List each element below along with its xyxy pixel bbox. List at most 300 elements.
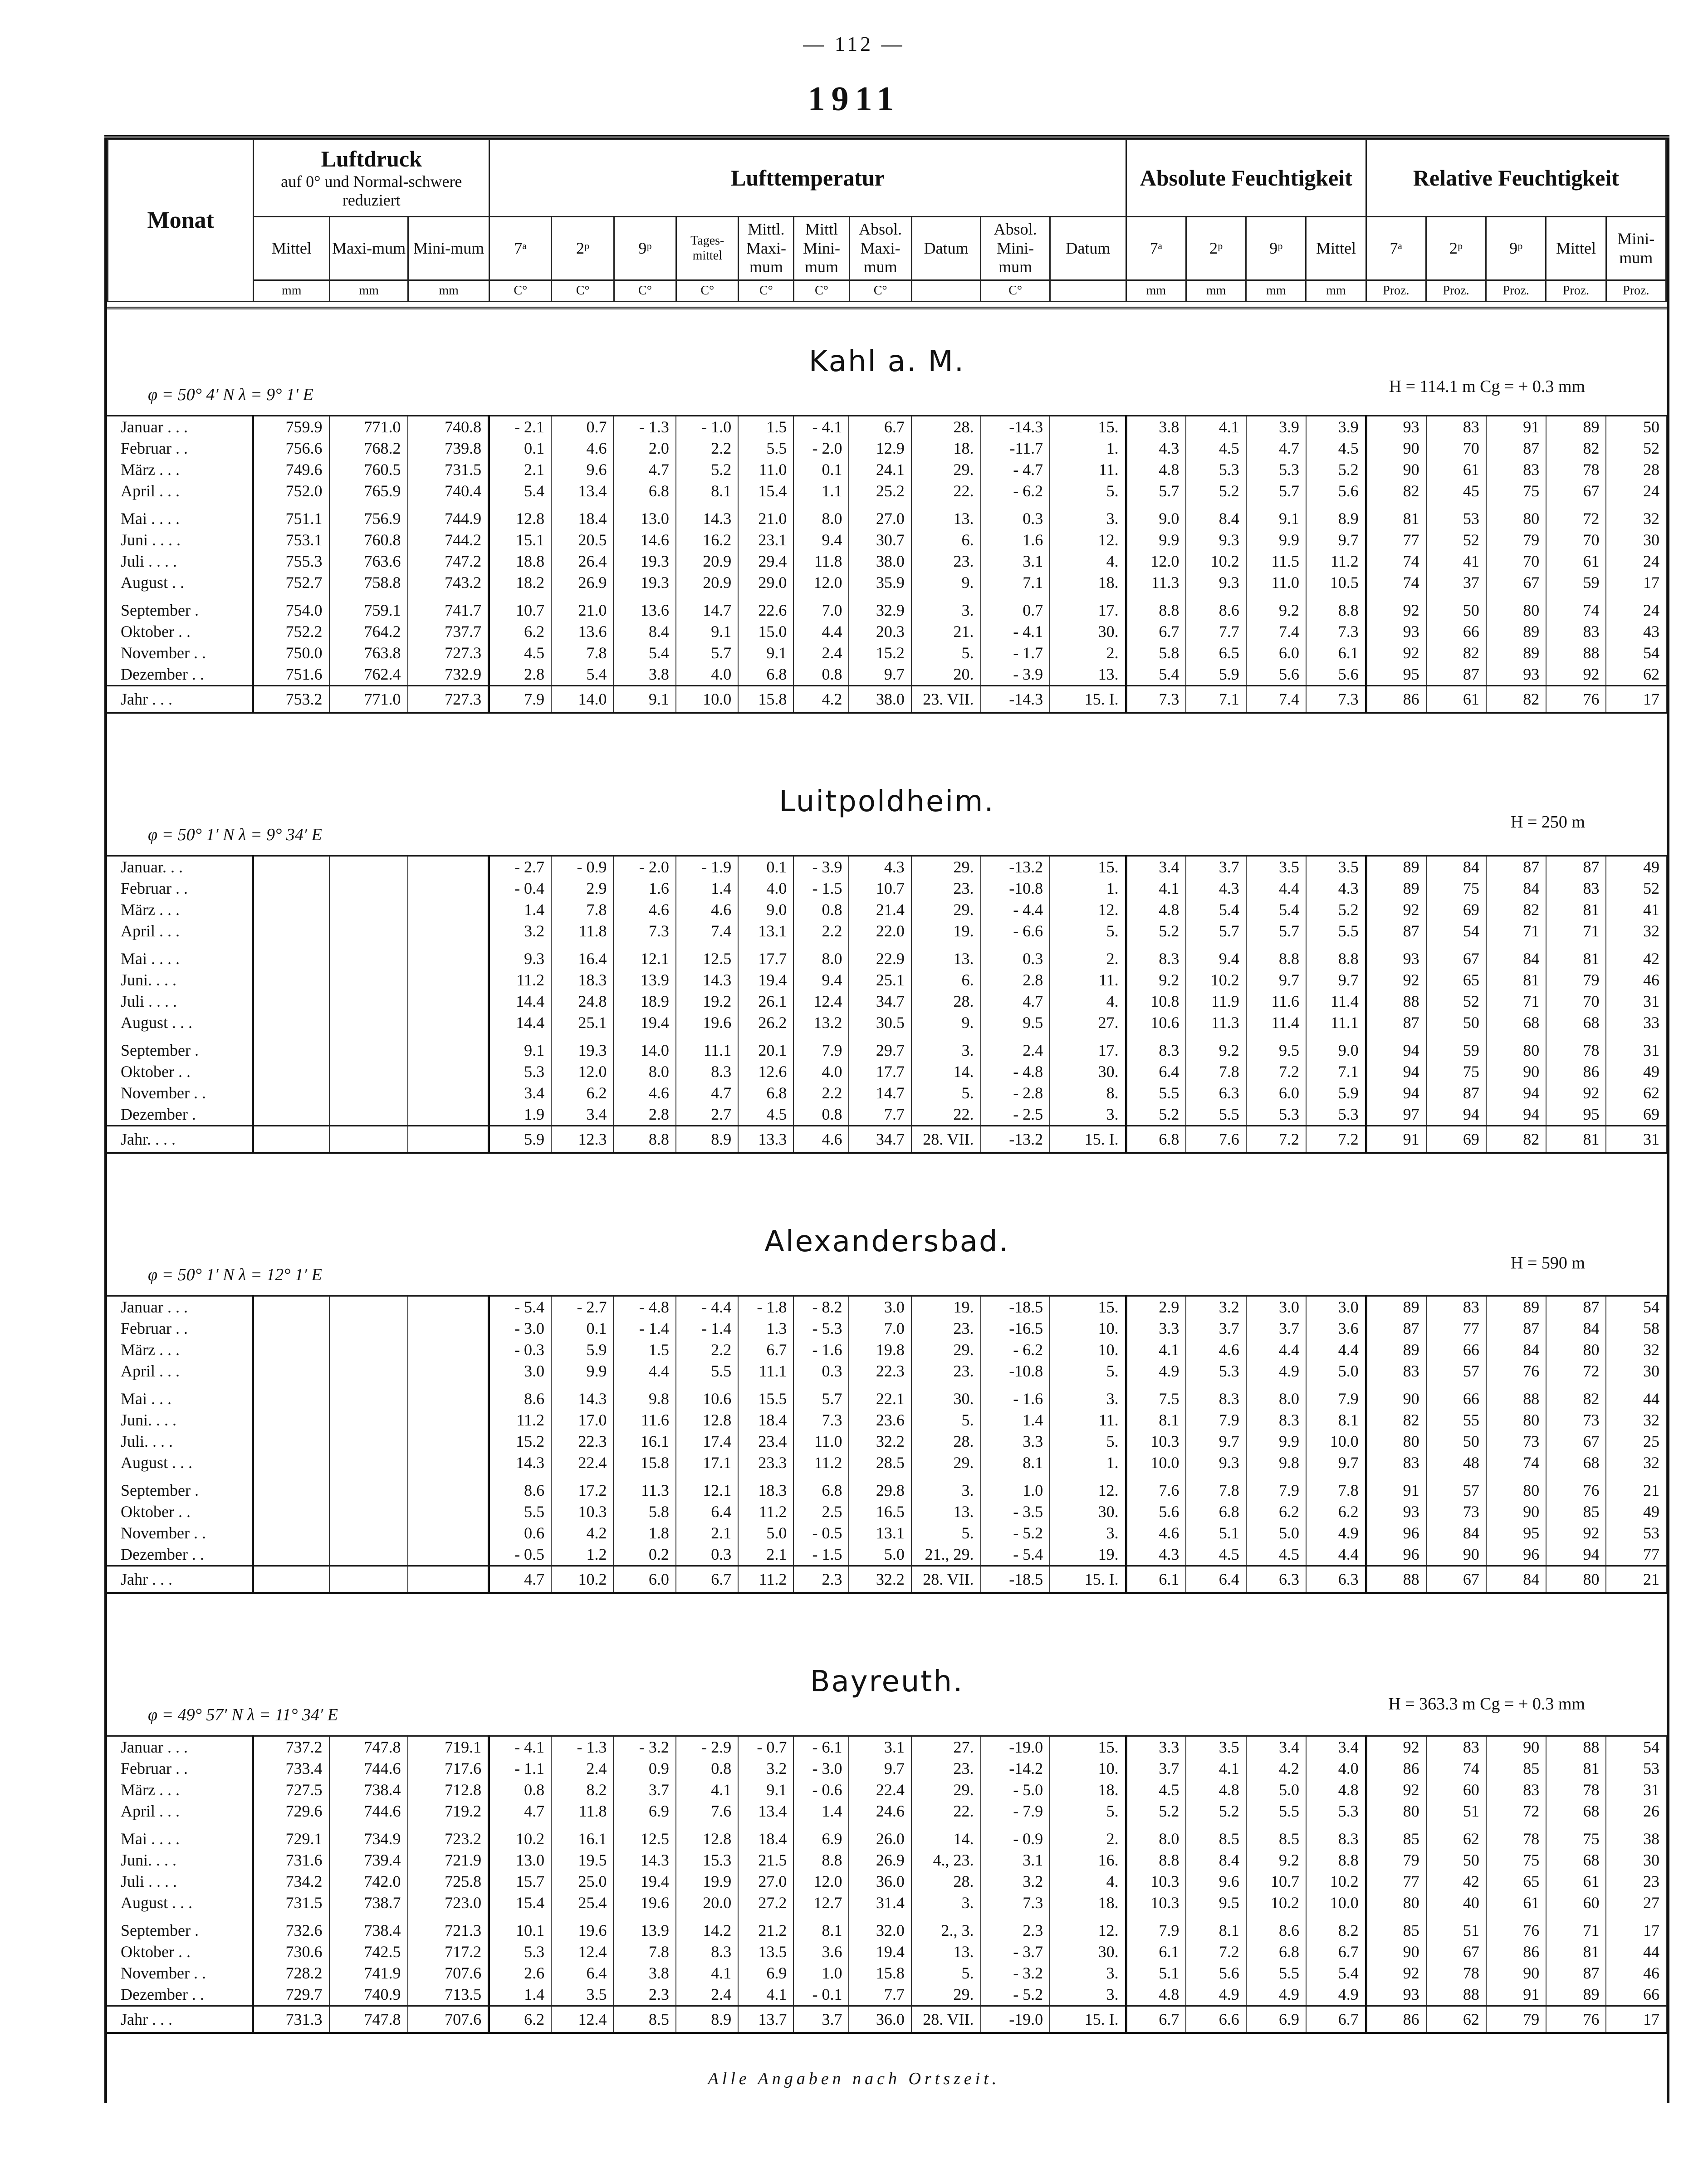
data-cell: 19.4 xyxy=(613,1012,675,1033)
data-cell: 7.0 xyxy=(849,1318,911,1339)
data-cell: 29.0 xyxy=(738,572,793,593)
data-cell: 89 xyxy=(1486,1296,1546,1318)
data-cell: 13. xyxy=(1050,664,1126,686)
data-cell: 10.0 xyxy=(676,686,738,713)
data-cell: 19.9 xyxy=(676,1871,738,1892)
data-cell: 53 xyxy=(1606,1758,1666,1779)
data-cell: 5. xyxy=(1050,1361,1126,1382)
data-cell: 5.9 xyxy=(1306,1082,1366,1104)
data-cell xyxy=(408,1452,489,1474)
data-cell: 7.7 xyxy=(849,1104,911,1126)
data-cell: 0.9 xyxy=(613,1758,675,1779)
data-cell: 22.9 xyxy=(849,942,911,969)
data-cell xyxy=(253,942,329,969)
data-cell: 23. xyxy=(911,551,981,572)
data-cell: 15.4 xyxy=(738,480,793,502)
data-cell: 46 xyxy=(1606,1963,1666,1984)
data-cell: 11.3 xyxy=(1186,1012,1246,1033)
data-cell: 7.9 xyxy=(489,686,551,713)
data-cell: - 0.9 xyxy=(981,1822,1050,1850)
month-row xyxy=(107,878,1666,899)
data-cell: 68 xyxy=(1546,1801,1606,1822)
data-cell: 1.2 xyxy=(551,1544,613,1566)
data-cell: 6.7 xyxy=(676,1566,738,1593)
data-cell: 93 xyxy=(1366,1984,1426,2006)
data-cell: 3.3 xyxy=(1126,1736,1186,1758)
month-label: April . . . xyxy=(107,1361,253,1382)
data-cell xyxy=(253,1431,329,1452)
data-cell: 17. xyxy=(1050,1033,1126,1061)
data-cell: 25.2 xyxy=(849,480,911,502)
data-cell: 73 xyxy=(1426,1501,1486,1523)
data-cell xyxy=(408,1523,489,1544)
data-cell: 95 xyxy=(1546,1104,1606,1126)
month-label: März . . . xyxy=(107,459,253,480)
data-cell: 87 xyxy=(1366,921,1426,942)
data-cell: 5. xyxy=(1050,921,1126,942)
data-cell: 26 xyxy=(1606,1801,1666,1822)
data-cell: 42 xyxy=(1606,942,1666,969)
data-cell: 23. xyxy=(911,1361,981,1382)
data-cell: - 1.7 xyxy=(981,642,1050,664)
data-cell: 754.0 xyxy=(253,593,329,621)
data-cell: 22.0 xyxy=(849,921,911,942)
month-row xyxy=(107,1801,1666,1822)
data-cell xyxy=(329,1544,408,1566)
data-cell: 8.8 xyxy=(613,1126,675,1153)
data-cell: 9.5 xyxy=(981,1012,1050,1033)
data-cell: - 1.8 xyxy=(738,1296,793,1318)
unit-label: mm xyxy=(1246,280,1306,302)
data-cell xyxy=(408,1501,489,1523)
data-cell: 4.1 xyxy=(676,1963,738,1984)
data-cell: 7.8 xyxy=(551,642,613,664)
data-cell: 13.0 xyxy=(489,1850,551,1871)
data-cell: 18.2 xyxy=(489,572,551,593)
data-cell: 25 xyxy=(1606,1431,1666,1452)
data-cell: 21 xyxy=(1606,1566,1666,1593)
data-cell: 5.3 xyxy=(1306,1801,1366,1822)
month-row xyxy=(107,438,1666,459)
data-cell: 4.2 xyxy=(793,686,849,713)
data-cell: 29.8 xyxy=(849,1474,911,1501)
data-cell: 751.1 xyxy=(253,502,329,529)
month-label: November . . xyxy=(107,1963,253,1984)
data-cell: 0.7 xyxy=(981,593,1050,621)
data-cell: 4.4 xyxy=(793,621,849,642)
data-cell: 9.7 xyxy=(849,664,911,686)
data-cell: 5. xyxy=(911,1082,981,1104)
data-cell: 7.9 xyxy=(1246,1474,1306,1501)
data-cell xyxy=(329,1104,408,1126)
data-cell: 87 xyxy=(1486,856,1546,878)
data-cell: 8.5 xyxy=(1186,1822,1246,1850)
data-cell: 731.5 xyxy=(253,1892,329,1914)
data-cell: - 4.4 xyxy=(981,899,1050,921)
data-cell: 0.1 xyxy=(738,856,793,878)
data-cell: 5.2 xyxy=(1306,459,1366,480)
data-cell: 86 xyxy=(1486,1941,1546,1963)
station-title: Luitpoldheim. xyxy=(779,785,995,818)
data-cell: 75 xyxy=(1426,1061,1486,1082)
data-cell: 2.0 xyxy=(613,438,675,459)
data-cell: 4.3 xyxy=(1126,1544,1186,1566)
data-cell: 740.4 xyxy=(408,480,489,502)
month-label: Mai . . . xyxy=(107,1382,253,1410)
data-cell: 73 xyxy=(1486,1431,1546,1452)
data-cell: 14. xyxy=(911,1822,981,1850)
data-cell: 68 xyxy=(1546,1452,1606,1474)
data-cell: 5.6 xyxy=(1306,480,1366,502)
data-cell xyxy=(329,1318,408,1339)
data-cell: 10.3 xyxy=(1126,1871,1186,1892)
data-cell: -14.3 xyxy=(981,686,1050,713)
data-cell: 84 xyxy=(1426,1523,1486,1544)
data-cell: 38.0 xyxy=(849,551,911,572)
data-cell: - 1.5 xyxy=(793,1544,849,1566)
month-label: März . . . xyxy=(107,899,253,921)
data-cell: 0.1 xyxy=(793,459,849,480)
station-coords: φ = 50° 4′ N λ = 9° 1′ E xyxy=(148,385,313,404)
data-cell: 5.7 xyxy=(1246,480,1306,502)
data-cell: 97 xyxy=(1366,1104,1426,1126)
data-cell: 8.2 xyxy=(1306,1914,1366,1941)
month-row xyxy=(107,1984,1666,2006)
data-cell: 29. xyxy=(911,1984,981,2006)
month-row xyxy=(107,1410,1666,1431)
data-cell: 741.9 xyxy=(329,1963,408,1984)
data-cell: 91 xyxy=(1366,1474,1426,1501)
data-cell: 62 xyxy=(1426,2006,1486,2033)
data-cell: 15.0 xyxy=(738,621,793,642)
data-cell: 15.8 xyxy=(849,1963,911,1984)
data-cell: 2.2 xyxy=(793,1082,849,1104)
data-cell: 16.4 xyxy=(551,942,613,969)
data-cell: 3.2 xyxy=(981,1871,1050,1892)
data-cell: 42 xyxy=(1426,1871,1486,1892)
header-bottom-rule xyxy=(107,307,1667,309)
data-cell: 78 xyxy=(1546,1033,1606,1061)
data-cell: 20.3 xyxy=(849,621,911,642)
data-cell: 760.8 xyxy=(329,529,408,551)
data-cell: 7.3 xyxy=(1126,686,1186,713)
data-cell: 13.1 xyxy=(849,1523,911,1544)
data-cell: 15. I. xyxy=(1050,686,1126,713)
data-cell: 8.0 xyxy=(613,1061,675,1082)
data-cell: 3.5 xyxy=(1246,856,1306,878)
footnote: Alle Angaben nach Ortszeit. xyxy=(708,2069,1000,2088)
data-cell: 17.7 xyxy=(849,1061,911,1082)
data-cell: 4.6 xyxy=(676,899,738,921)
data-cell: 5.2 xyxy=(676,459,738,480)
data-cell: 0.8 xyxy=(793,1104,849,1126)
data-cell: 3.1 xyxy=(981,551,1050,572)
data-cell: 94 xyxy=(1426,1104,1486,1126)
data-cell: 755.3 xyxy=(253,551,329,572)
data-cell: - 4.8 xyxy=(613,1296,675,1318)
data-cell: 2.3 xyxy=(793,1566,849,1593)
data-cell: 29. xyxy=(911,1779,981,1801)
data-cell: 12. xyxy=(1050,1914,1126,1941)
data-cell: 10.2 xyxy=(1186,969,1246,991)
data-cell: 11. xyxy=(1050,459,1126,480)
data-cell: 10.1 xyxy=(489,1914,551,1941)
data-cell: 4.9 xyxy=(1306,1984,1366,2006)
data-cell: 92 xyxy=(1546,1082,1606,1104)
col-header: 9ᵖ xyxy=(1246,217,1306,280)
data-cell: 5.3 xyxy=(1246,459,1306,480)
data-cell: 6.1 xyxy=(1306,642,1366,664)
data-cell: 15.3 xyxy=(676,1850,738,1871)
unit-label: mm xyxy=(1306,280,1366,302)
data-cell: 721.3 xyxy=(408,1914,489,1941)
data-cell: 77 xyxy=(1606,1544,1666,1566)
data-cell: - 4.8 xyxy=(981,1061,1050,1082)
data-cell: 8.9 xyxy=(1306,502,1366,529)
data-cell: 747.8 xyxy=(329,2006,408,2033)
data-cell: 9.3 xyxy=(489,942,551,969)
data-cell: 61 xyxy=(1546,551,1606,572)
data-cell: 92 xyxy=(1546,1523,1606,1544)
data-cell: 60 xyxy=(1426,1779,1486,1801)
data-cell: 2.4 xyxy=(981,1033,1050,1061)
data-cell: 15.2 xyxy=(489,1431,551,1452)
data-cell xyxy=(329,1296,408,1318)
month-row xyxy=(107,921,1666,942)
data-cell: 0.1 xyxy=(551,1318,613,1339)
data-cell: 2. xyxy=(1050,1822,1126,1850)
data-cell: 740.9 xyxy=(329,1984,408,2006)
data-cell xyxy=(408,942,489,969)
data-cell: 20.5 xyxy=(551,529,613,551)
data-cell: 5. xyxy=(1050,1801,1126,1822)
data-cell: 742.0 xyxy=(329,1871,408,1892)
data-cell: 13.3 xyxy=(738,1126,793,1153)
data-cell: 7.1 xyxy=(1306,1061,1366,1082)
data-cell: 92 xyxy=(1546,664,1606,686)
data-cell: - 2.0 xyxy=(613,856,675,878)
data-cell: 1.0 xyxy=(981,1474,1050,1501)
data-cell: 15. xyxy=(1050,1736,1126,1758)
data-cell: 2., 3. xyxy=(911,1914,981,1941)
data-cell: 22.3 xyxy=(849,1361,911,1382)
data-cell: 10.7 xyxy=(849,878,911,899)
data-cell: 14.2 xyxy=(676,1914,738,1941)
data-cell: 13.9 xyxy=(613,969,675,991)
data-cell: 10.6 xyxy=(1126,1012,1186,1033)
col-header: Maxi-mum xyxy=(330,217,408,280)
data-cell: 59 xyxy=(1426,1033,1486,1061)
data-cell: - 0.9 xyxy=(551,856,613,878)
data-cell: 31 xyxy=(1606,1779,1666,1801)
data-cell: 14.0 xyxy=(551,686,613,713)
data-cell: 17 xyxy=(1606,572,1666,593)
data-cell: 95 xyxy=(1366,664,1426,686)
data-cell: 1.4 xyxy=(793,1801,849,1822)
data-cell: 8.5 xyxy=(613,2006,675,2033)
data-cell: 13.6 xyxy=(551,621,613,642)
data-cell: 11.9 xyxy=(1186,991,1246,1012)
data-cell xyxy=(408,969,489,991)
data-cell: 8.8 xyxy=(1306,942,1366,969)
data-cell: 19.5 xyxy=(551,1850,613,1871)
data-cell: 14.7 xyxy=(849,1082,911,1104)
year-total-row xyxy=(107,686,1666,713)
unit-label: C° xyxy=(552,280,614,302)
data-cell: 52 xyxy=(1426,991,1486,1012)
data-cell: 747.8 xyxy=(329,1736,408,1758)
data-cell: 5.2 xyxy=(1186,480,1246,502)
data-cell: 3.4 xyxy=(1126,856,1186,878)
month-label: September . xyxy=(107,1033,253,1061)
data-cell: 5.2 xyxy=(1186,1801,1246,1822)
data-cell: 4.2 xyxy=(1246,1758,1306,1779)
data-cell: 89 xyxy=(1486,642,1546,664)
data-cell: 7.8 xyxy=(551,899,613,921)
data-cell: 74 xyxy=(1366,551,1426,572)
data-cell: 72 xyxy=(1546,502,1606,529)
data-cell: 3.7 xyxy=(1186,1318,1246,1339)
data-cell: 7.3 xyxy=(1306,686,1366,713)
data-cell: 5. xyxy=(911,642,981,664)
data-cell: 7.6 xyxy=(676,1801,738,1822)
data-cell: 17 xyxy=(1606,686,1666,713)
data-cell: 11.2 xyxy=(489,969,551,991)
data-cell: 16.2 xyxy=(676,529,738,551)
data-cell: 31 xyxy=(1606,1126,1666,1153)
data-cell: 22.4 xyxy=(551,1452,613,1474)
data-cell: 78 xyxy=(1546,459,1606,480)
data-cell: 9.7 xyxy=(1246,969,1306,991)
data-cell: 87 xyxy=(1546,856,1606,878)
data-cell xyxy=(329,1061,408,1082)
data-cell: 4.7 xyxy=(676,1082,738,1104)
data-cell xyxy=(408,856,489,878)
data-cell: 3.0 xyxy=(1306,1296,1366,1318)
month-label: Juli . . . . xyxy=(107,551,253,572)
data-cell: 11.6 xyxy=(613,1410,675,1431)
month-row xyxy=(107,664,1666,686)
data-cell: 4.2 xyxy=(551,1523,613,1544)
data-cell: 34.7 xyxy=(849,1126,911,1153)
data-cell: 87 xyxy=(1486,438,1546,459)
month-row xyxy=(107,991,1666,1012)
data-cell: 30. xyxy=(1050,1061,1126,1082)
data-cell: 4.7 xyxy=(613,459,675,480)
data-cell: 67 xyxy=(1546,1431,1606,1452)
data-cell: 15.7 xyxy=(489,1871,551,1892)
data-cell: 79 xyxy=(1366,1850,1426,1871)
data-cell: 2.8 xyxy=(613,1104,675,1126)
data-cell: 11.8 xyxy=(551,921,613,942)
col-header: Mittl Mini-mum xyxy=(794,217,849,280)
data-cell: 86 xyxy=(1366,2006,1426,2033)
data-cell: 11. xyxy=(1050,969,1126,991)
data-cell: 31 xyxy=(1606,1033,1666,1061)
data-cell: - 0.5 xyxy=(793,1523,849,1544)
data-cell: 7.3 xyxy=(793,1410,849,1431)
data-cell: 7.3 xyxy=(613,921,675,942)
header-col-row xyxy=(108,217,1666,280)
month-row xyxy=(107,593,1666,621)
data-cell: 36.0 xyxy=(849,2006,911,2033)
data-cell: 90 xyxy=(1366,1941,1426,1963)
month-label: Dezember . xyxy=(107,1104,253,1126)
data-cell: 13. xyxy=(911,1941,981,1963)
data-cell: - 4.1 xyxy=(793,416,849,438)
unit-label: C° xyxy=(794,280,849,302)
data-cell: 15. xyxy=(1050,856,1126,878)
data-cell: - 2.7 xyxy=(551,1296,613,1318)
data-cell: 4.9 xyxy=(1306,1523,1366,1544)
data-cell: 8.4 xyxy=(1186,1850,1246,1871)
unit-label: C° xyxy=(981,280,1050,302)
data-cell: 1.4 xyxy=(981,1410,1050,1431)
data-cell: 20.9 xyxy=(676,572,738,593)
station-coords: φ = 49° 57′ N λ = 11° 34′ E xyxy=(148,1705,338,1724)
data-cell: 17.1 xyxy=(676,1452,738,1474)
data-cell: 44 xyxy=(1606,1382,1666,1410)
col-header: 2ᵖ xyxy=(552,217,614,280)
data-cell: 740.8 xyxy=(408,416,489,438)
data-cell: 29. xyxy=(911,856,981,878)
data-cell: 10.2 xyxy=(551,1566,613,1593)
data-cell: 6.4 xyxy=(551,1963,613,1984)
month-label: Juli . . . . xyxy=(107,1871,253,1892)
data-cell: 91 xyxy=(1486,416,1546,438)
month-label: Oktober . . xyxy=(107,1061,253,1082)
data-cell: 10.7 xyxy=(489,593,551,621)
data-cell: 6.9 xyxy=(738,1963,793,1984)
data-cell: 4.8 xyxy=(1126,899,1186,921)
data-cell: 6.8 xyxy=(738,664,793,686)
data-cell: 69 xyxy=(1426,1126,1486,1153)
data-cell: 89 xyxy=(1366,1296,1426,1318)
data-cell xyxy=(329,942,408,969)
data-cell: 9.0 xyxy=(1126,502,1186,529)
data-cell: 8.1 xyxy=(1186,1914,1246,1941)
data-cell: 69 xyxy=(1426,899,1486,921)
data-cell: 10.6 xyxy=(676,1382,738,1410)
data-cell: 87 xyxy=(1426,1082,1486,1104)
data-cell: 1.6 xyxy=(981,529,1050,551)
data-cell: 29. xyxy=(911,1339,981,1361)
data-cell: 22. xyxy=(911,1801,981,1822)
data-cell: 23 xyxy=(1606,1871,1666,1892)
data-cell: 82 xyxy=(1366,1410,1426,1431)
data-cell: 723.0 xyxy=(408,1892,489,1914)
month-row xyxy=(107,1082,1666,1104)
data-cell xyxy=(329,1452,408,1474)
data-cell: 87 xyxy=(1546,1296,1606,1318)
data-cell: 713.5 xyxy=(408,1984,489,2006)
data-cell: 70 xyxy=(1486,551,1546,572)
data-cell: 5.0 xyxy=(849,1544,911,1566)
data-cell: 2.4 xyxy=(793,642,849,664)
data-cell: 27. xyxy=(911,1736,981,1758)
data-cell: 70 xyxy=(1546,529,1606,551)
data-cell: 4.5 xyxy=(489,642,551,664)
unit-label: C° xyxy=(849,280,911,302)
data-cell: 30.7 xyxy=(849,529,911,551)
data-cell: 24.6 xyxy=(849,1801,911,1822)
data-cell: 30. xyxy=(1050,1501,1126,1523)
data-cell: 15.4 xyxy=(489,1892,551,1914)
data-cell: 717.6 xyxy=(408,1758,489,1779)
data-cell: 50 xyxy=(1426,593,1486,621)
data-cell: 19.2 xyxy=(676,991,738,1012)
data-cell: 728.2 xyxy=(253,1963,329,1984)
